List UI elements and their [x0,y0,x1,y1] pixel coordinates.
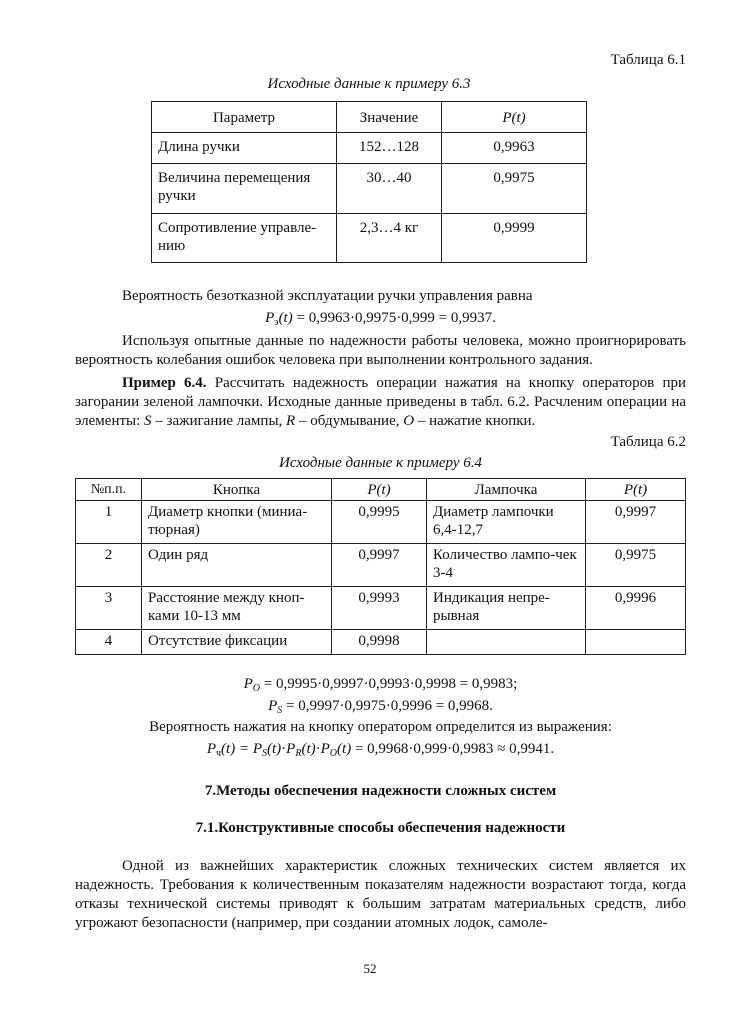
example-paragraph: Пример 6.4. Рассчитать надежность операции нажатия на кнопку операторов при загорании зеленой лампочки. Исходные данные приведены в табл. 6.2. Расчленим операции на элементы: S – зажигание лампы, R – обдумывание, O – нажатие кнопки. [75,375,686,429]
table-label: Таблица 6.1 [610,52,686,68]
example-lead: Пример 6.4. [122,375,207,391]
table-row [152,164,587,214]
cell-p: 0,9999 [442,214,587,263]
cell-param: Сопротивление управле-нию [152,214,337,263]
header-value: Значение [337,102,442,133]
header-p-button: P(t) [332,479,427,501]
header-number: №п.п. [76,479,142,501]
table-row [152,133,587,164]
table-row: 1 Диаметр кнопки (миниа-тюрная) 0,9995 Диаметр лампочки 6,4-12,7 0,9997 [76,501,686,544]
cell-value: 2,3…4 кг [337,214,442,263]
section-heading: 7.Методы обеспечения надежности сложных систем [204,783,557,799]
cell-param: Величина перемещения ручки [152,164,337,214]
table-caption: Исходные данные к примеру 6.4 [279,455,482,471]
cell-value: 30…40 [337,164,442,214]
header-param: Параметр [152,102,337,133]
table-caption: Исходные данные к примеру 6.3 [267,76,471,92]
table-row: 3 Расстояние между кноп-ками 10-13 мм 0,9993 Индикация непре-рывная 0,9996 [76,587,686,630]
table-row: 2 Один ряд 0,9997 Количество лампо-чек 3-4 0,9975 [76,544,686,587]
table-label: Таблица 6.2 [610,434,686,450]
table-6-1 [151,101,587,263]
formula-pe: $P_э(t) = 0,9963\cdot 0,9975\cdot 0,999 = 0,9937$. [265,310,496,328]
page-number: 52 [363,961,377,976]
paragraph: Вероятность безотказной эксплуатации ручки управления равна [122,288,533,304]
header-lamp: Лампочка [427,479,586,501]
header-p-lamp: P(t) [586,479,686,501]
table-6-2 [75,478,686,655]
cell-p: 0,9963 [442,133,587,164]
cell-param: Длина ручки [152,133,337,164]
table-row [152,214,587,263]
paragraph: Вероятность нажатия на кнопку оператором определится из выражения: [149,719,612,735]
formula-ps: $P_S = 0,9997\cdot 0,9975\cdot 0,9996 = 0,9968$. [268,698,493,716]
formula-pch: $P_ч(t) = P_S(t)\cdot P_R(t)\cdot P_O(t) = 0,9968\cdot 0,999\cdot 0,9983 \approx 0,9941$. [206,741,555,759]
cell-p: 0,9975 [442,164,587,214]
formula-po: $P_O = 0,9995\cdot 0,9997\cdot 0,9993\cdot 0,9998 = 0,9983$; [243,676,518,694]
cell-value: 152…128 [337,133,442,164]
header-p: P(t) [442,102,587,133]
header-button: Кнопка [142,479,332,501]
paragraph: Одной из важнейших характеристик сложных технических систем является их надежность. Требования к количественным показателям надежности возрастают тогда, когда отказы технической системы приводят к большим затратам материальных средств, либо угрожают безопасности (например, при создании атомных лодок, самоле- [75,858,686,931]
subsection-heading: 7.1.Конструктивные способы обеспечения надежности [195,820,566,836]
paragraph: Используя опытные данные по надежности работы человека, можно проигнорировать вероятность колебания ошибок человека при выполнении контрольного задания. [75,333,686,368]
table-row: 4 Отсутствие фиксации 0,9998 [76,630,686,655]
